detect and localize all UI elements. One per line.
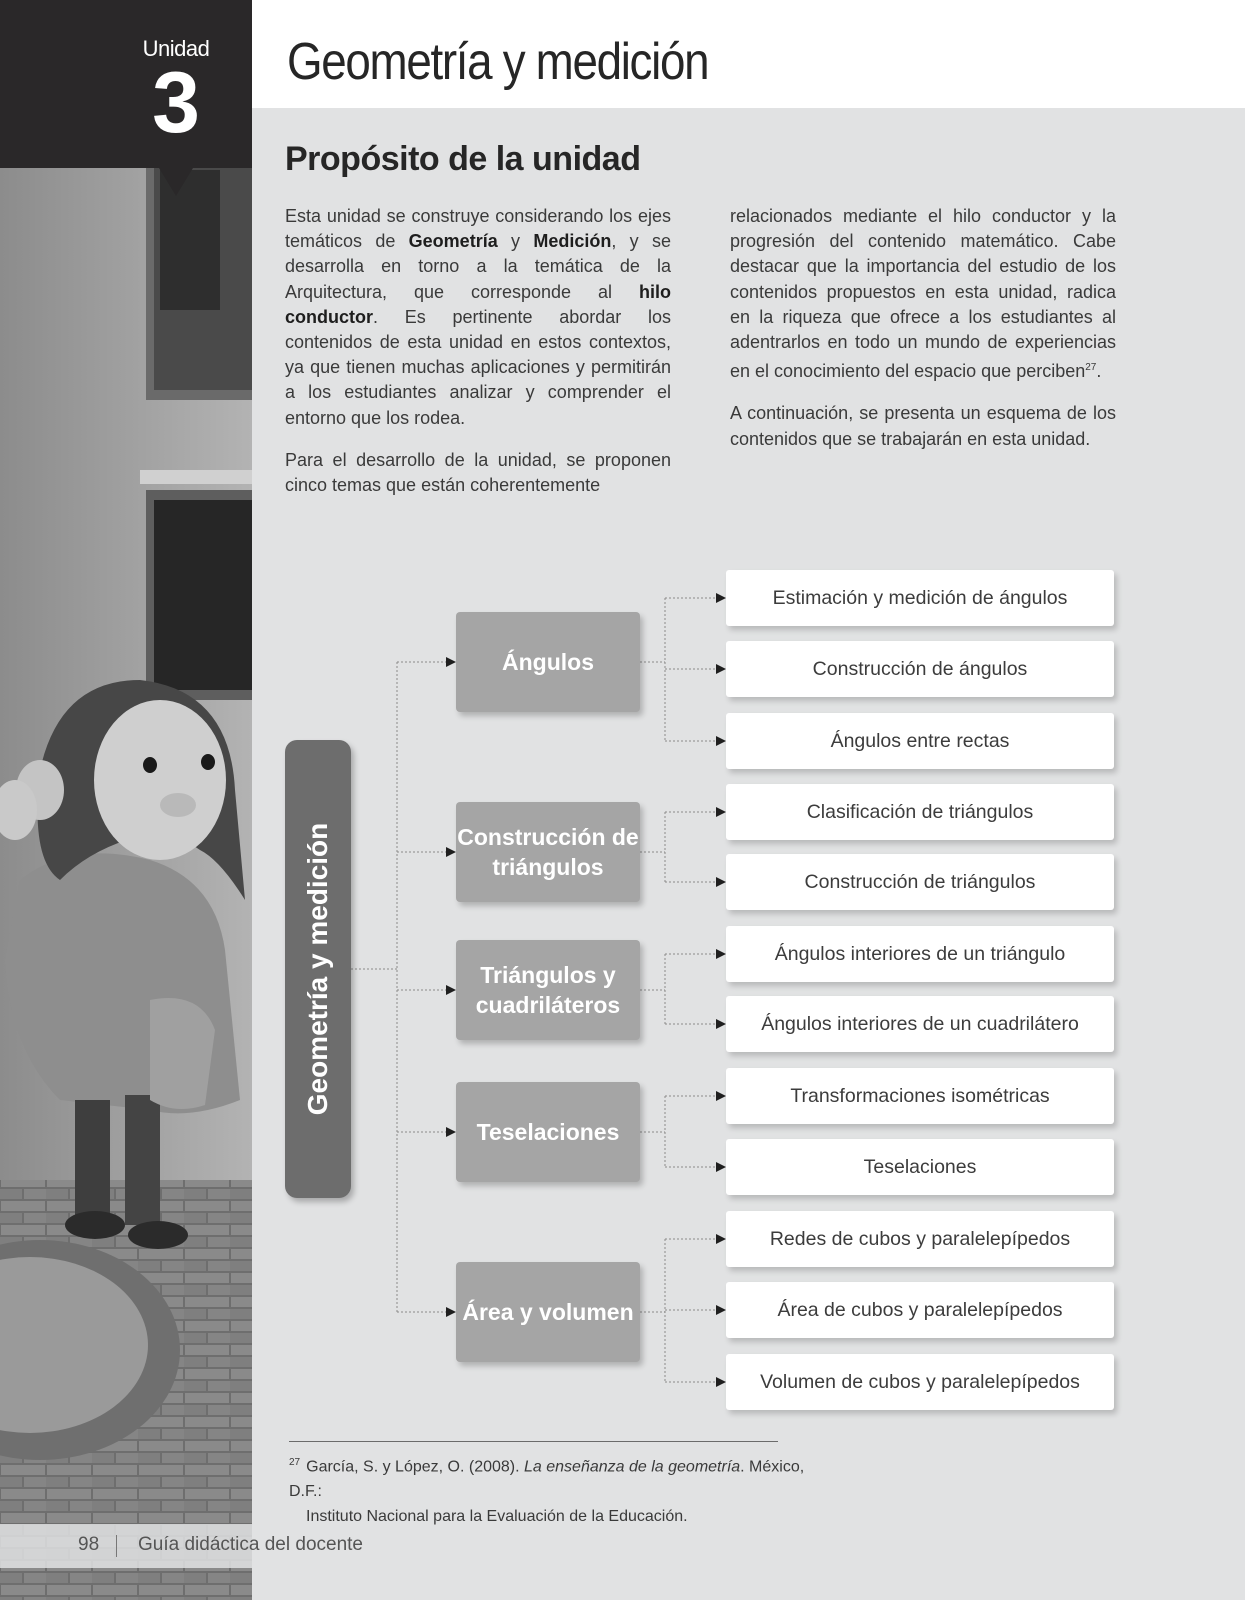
subtopic-label: Ángulos interiores de un cuadrilátero xyxy=(761,1012,1079,1035)
topic-arrow xyxy=(446,657,456,667)
subtopic-label: Ángulos interiores de un triángulo xyxy=(774,942,1066,965)
topic-label: Construcción de triángulos xyxy=(457,824,639,880)
sub-arrow xyxy=(716,736,726,746)
subtopic-node xyxy=(726,926,1114,982)
sub-arrow xyxy=(716,1091,726,1101)
sub-arrow xyxy=(716,1377,726,1387)
sub-arrow xyxy=(716,949,726,959)
topic-label: Triángulos y cuadriláteros xyxy=(475,962,621,1018)
subtopic-node xyxy=(726,1068,1114,1124)
topic-label: Ángulos xyxy=(502,649,594,675)
sub-arrow xyxy=(716,664,726,674)
topic-arrow xyxy=(446,985,456,995)
subtopic-label: Construcción de ángulos xyxy=(812,657,1028,680)
sub-arrow xyxy=(716,593,726,603)
footer-book-title: Guía didáctica del docente xyxy=(138,1534,363,1555)
diagram-root-label: Geometría y medición xyxy=(302,822,333,1116)
unit-number: 3 xyxy=(152,55,200,151)
footnote: $^{27}$ García, S. y López, O. (2008). La enseñanza de la geometría. México, D.F.: Instituto Nacional para la Evaluación de la Educación. xyxy=(289,1457,805,1526)
topic-node xyxy=(456,940,640,1040)
subtopic-node xyxy=(726,1211,1114,1267)
unit-tab-pointer xyxy=(159,168,193,196)
subtopic-label: Clasificación de triángulos xyxy=(806,800,1034,823)
term-medicion: Medición xyxy=(533,231,612,252)
subtopic-label: Transformaciones isométricas xyxy=(790,1084,1050,1107)
subtopic-label: Área de cubos y paralelepípedos xyxy=(777,1298,1063,1321)
topic-node xyxy=(456,1082,640,1182)
body-column-right xyxy=(730,204,1116,469)
topic-node xyxy=(456,802,640,902)
paragraph-themes-start: Para el desarrollo de la unidad, se proponen cinco temas que están coherentemente xyxy=(285,449,671,496)
section-heading: Propósito de la unidad xyxy=(285,140,641,178)
subtopic-node xyxy=(726,570,1114,626)
sub-arrow xyxy=(716,1234,726,1244)
subtopic-label: Ángulos entre rectas xyxy=(830,729,1010,752)
subtopic-node xyxy=(726,713,1114,769)
unit-label: Unidad xyxy=(142,36,210,61)
topic-label: Teselaciones xyxy=(476,1119,620,1145)
subtopic-node xyxy=(726,996,1114,1052)
body-column-left xyxy=(285,204,671,515)
page-title: Geometría y medición xyxy=(287,33,709,91)
unit-tab xyxy=(0,0,252,168)
subtopic-node xyxy=(726,854,1114,910)
topic-arrow xyxy=(446,1127,456,1137)
footer-separator xyxy=(116,1535,117,1557)
topic-node xyxy=(456,1262,640,1362)
subtopic-label: Estimación y medición de ángulos xyxy=(772,586,1068,609)
footnote-rule xyxy=(289,1441,778,1442)
subtopic-label: Construcción de triángulos xyxy=(804,870,1036,893)
footnote-reference: 27 xyxy=(1085,362,1097,374)
subtopic-node xyxy=(726,784,1114,840)
subtopic-node xyxy=(726,1139,1114,1195)
sub-arrow xyxy=(716,807,726,817)
diagram-root-node xyxy=(285,740,351,1198)
sub-arrow xyxy=(716,1305,726,1315)
topic-node xyxy=(456,612,640,712)
paragraph-scheme-intro: A continuación, se presenta un esquema de los contenidos que se trabajarán en esta unidad. xyxy=(730,403,1116,449)
subtopic-node xyxy=(726,1282,1114,1338)
term-hilo-conductor: hilo conductor xyxy=(285,281,671,327)
subtopic-node xyxy=(726,641,1114,697)
topic-arrow xyxy=(446,847,456,857)
footnote-work-title: La enseñanza de la geometría xyxy=(524,1458,741,1476)
sub-arrow xyxy=(716,1162,726,1172)
paragraph-intro: Esta unidad se construye considerando los ejes temáticos de Geometría y Medición, y se desarrolla en torno a la temática de la Arquitectura, que corresponde al hilo conductor. Es pertinente abordar los contenidos de esta unidad en estos contextos, ya que tienen muchas aplicaciones y permitirán a los estudiantes analizar y comprender el entorno que los rodea. xyxy=(285,206,671,428)
subtopic-label: Teselaciones xyxy=(863,1155,977,1178)
unit-cover-photo xyxy=(0,0,252,1600)
topic-label: Área y volumen xyxy=(462,1299,634,1325)
sub-arrow xyxy=(716,877,726,887)
page-number: 98 xyxy=(78,1534,100,1555)
subtopic-label: Volumen de cubos y paralelepípedos xyxy=(760,1370,1080,1393)
footnote-marker: 27 xyxy=(289,1457,301,1468)
sub-arrow xyxy=(716,1019,726,1029)
subtopic-label: Redes de cubos y paralelepípedos xyxy=(769,1227,1071,1250)
term-geometria: Geometría xyxy=(408,231,498,252)
paragraph-themes-continued: relacionados mediante el hilo conductor y la progresión del contenido matemático. Cabe destacar que la importancia del estudio de los contenidos propuestos en esta unidad, radica en la riqueza que ofrece a los estudiantes al adentrarlos en todo un mundo de experiencias en el conocimiento del espacio que perciben$^{27}$. xyxy=(730,206,1116,382)
subtopic-node xyxy=(726,1354,1114,1410)
topic-arrow xyxy=(446,1307,456,1317)
